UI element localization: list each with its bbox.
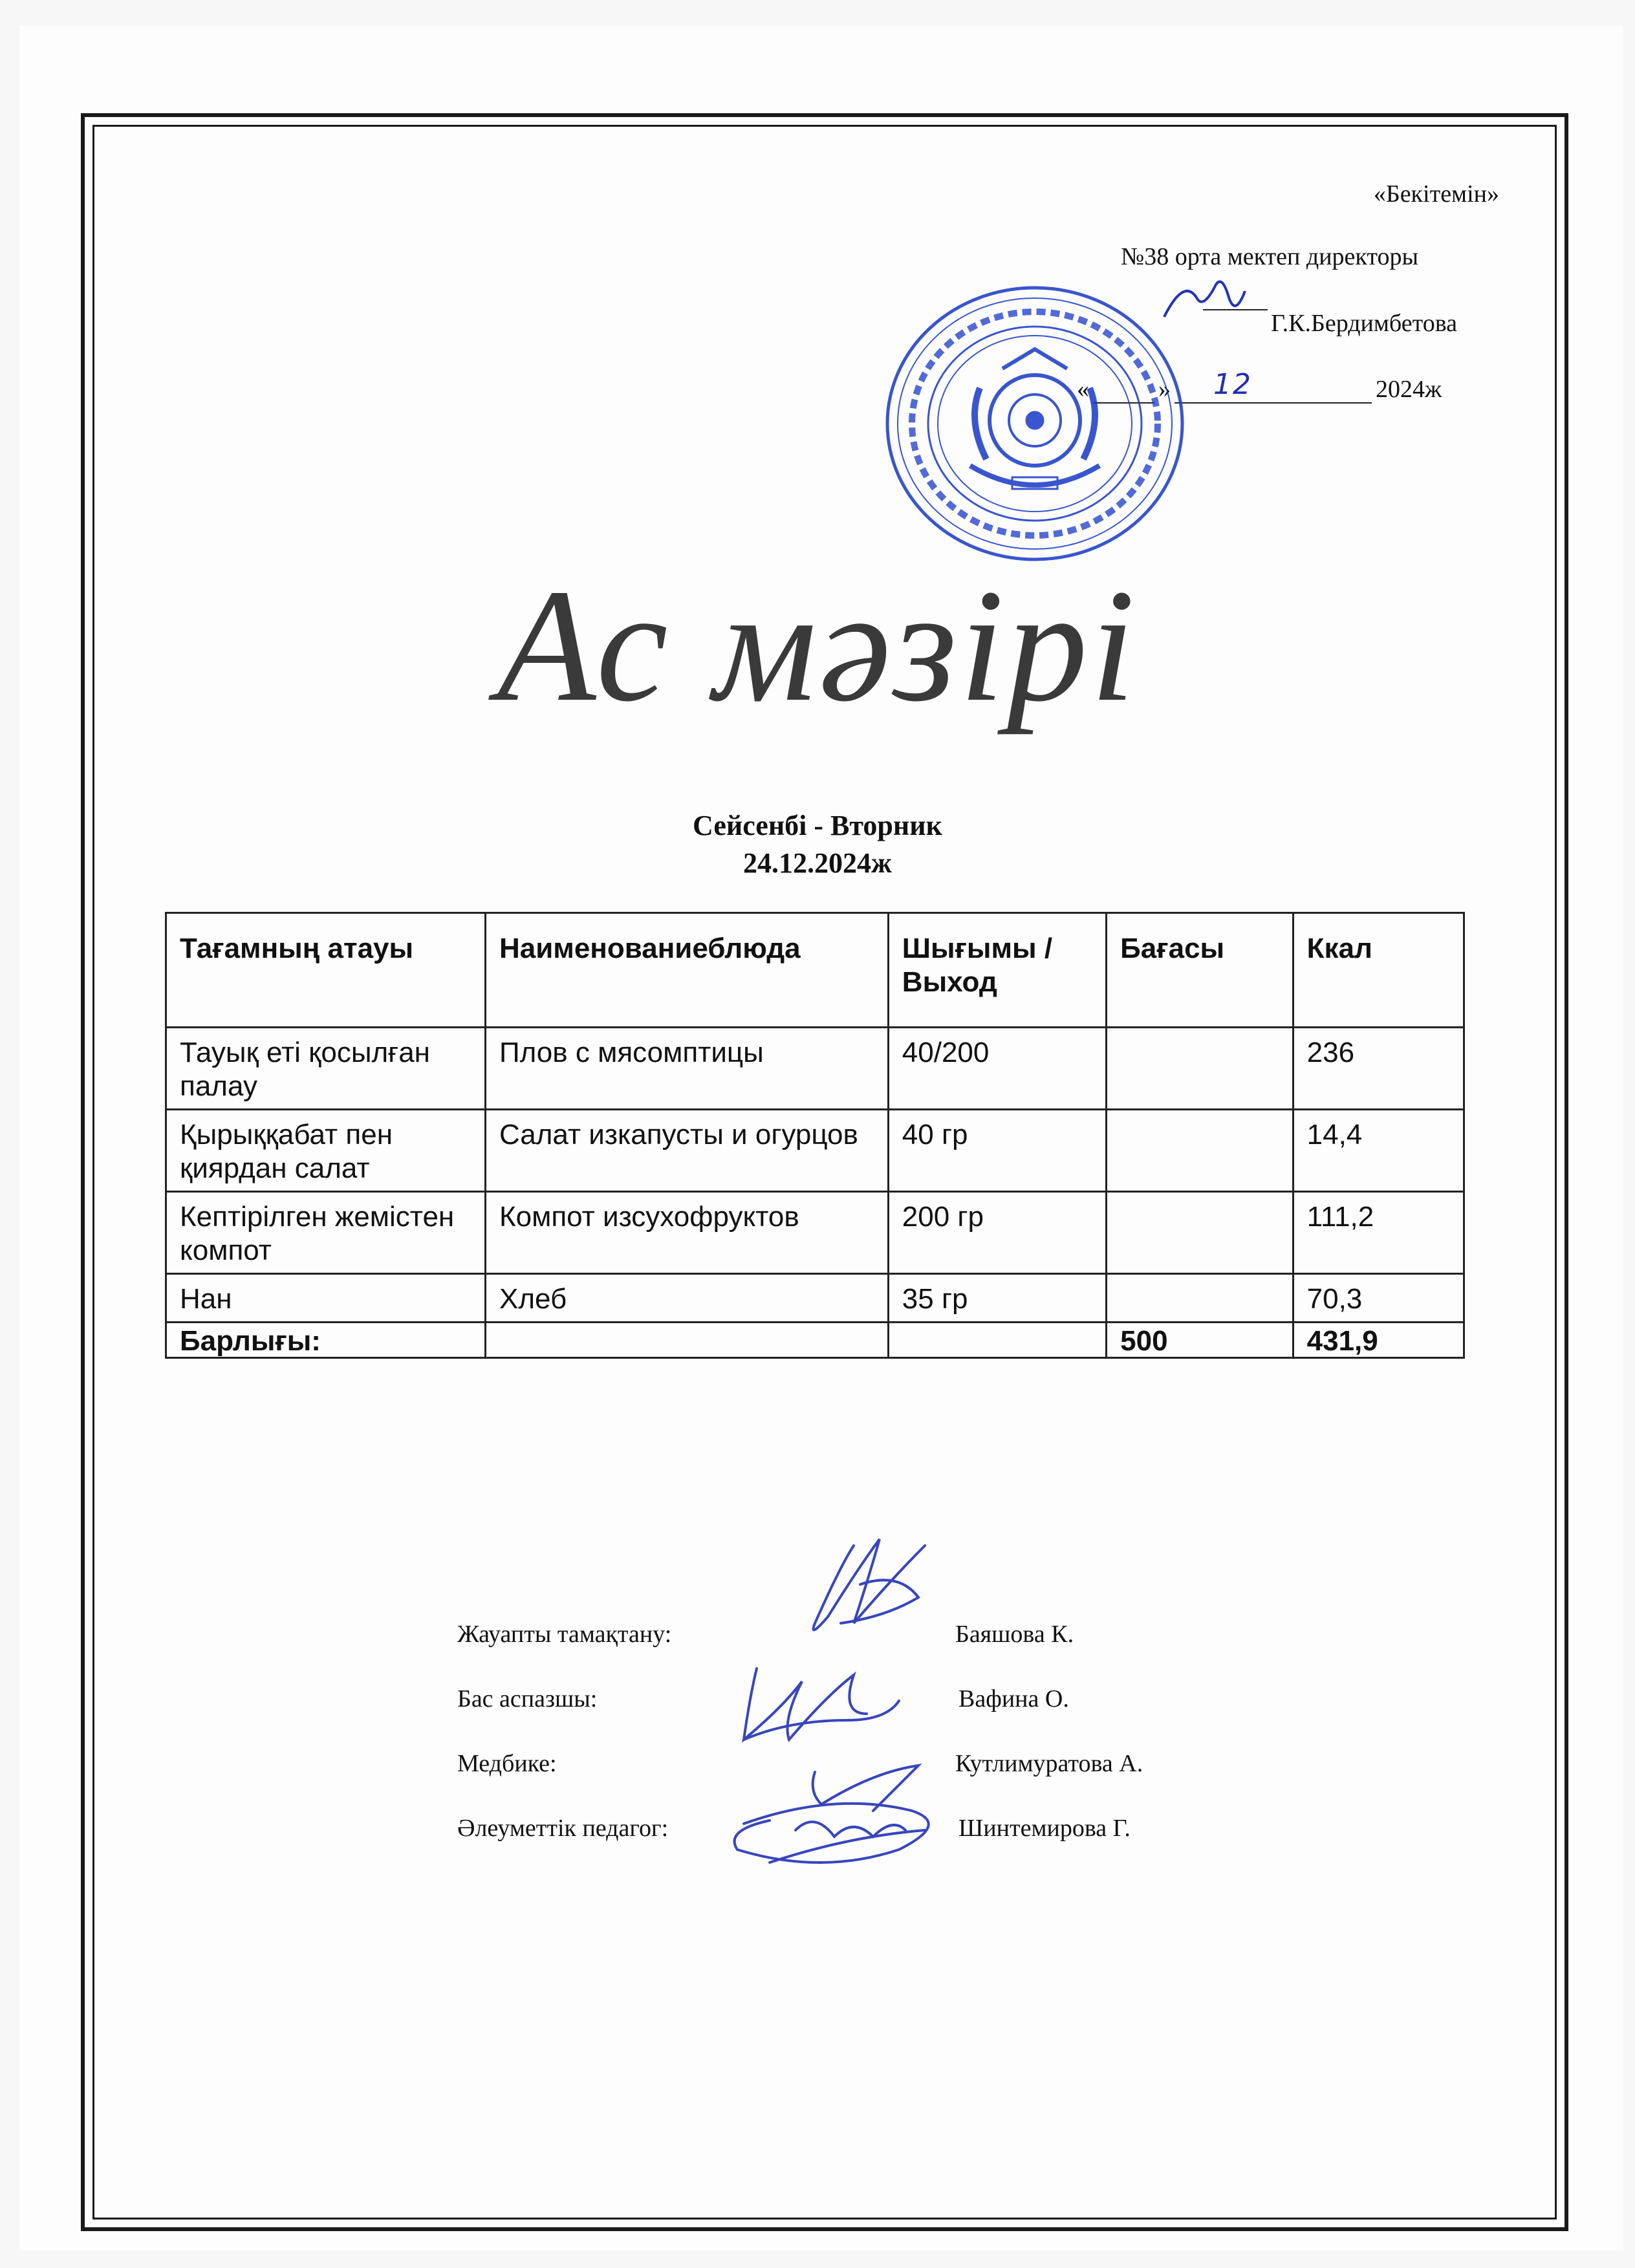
menu-date: 24.12.2024ж xyxy=(743,847,892,879)
director-signature xyxy=(1158,272,1248,330)
header-output: Шығымы / Выход xyxy=(888,913,1106,1028)
total-output xyxy=(888,1323,1106,1358)
header-kcal: Ккал xyxy=(1293,913,1464,1028)
date-open-quote: « xyxy=(1077,376,1089,403)
dish-name-ru: Салат изкапусты и огурцов xyxy=(485,1110,888,1192)
director-title: №38 орта мектеп директоры xyxy=(1121,243,1419,270)
header-price: Бағасы xyxy=(1107,913,1293,1028)
total-price: 500 xyxy=(1107,1323,1293,1358)
dish-output: 40/200 xyxy=(888,1028,1106,1110)
signature-role: Әлеуметтік педагог: xyxy=(457,1815,669,1842)
date-month-handwritten: 12 xyxy=(1213,368,1252,401)
signature-role: Жауапты тамақтану: xyxy=(457,1621,672,1648)
dish-price xyxy=(1107,1110,1293,1192)
total-label: Барлығы: xyxy=(166,1323,486,1358)
signature-role: Бас аспазшы: xyxy=(457,1685,598,1712)
approval-label: «Бекітемін» xyxy=(1373,180,1499,208)
table-row xyxy=(166,1192,1464,1274)
dish-kcal: 236 xyxy=(1293,1028,1464,1110)
table-row xyxy=(166,1110,1464,1192)
handwritten-signatures xyxy=(705,1526,990,1888)
dish-price xyxy=(1107,1274,1293,1323)
signature-name: Вафина О. xyxy=(958,1685,1069,1712)
date-close-quote: » xyxy=(1158,376,1171,403)
menu-table xyxy=(165,912,1465,1359)
signature-name: Кутлимуратова А. xyxy=(955,1750,1143,1777)
dish-price xyxy=(1107,1192,1293,1274)
menu-weekday: Сейсенбі - Вторник xyxy=(693,810,942,841)
signature-name: Шинтемирова Г. xyxy=(958,1815,1131,1842)
dish-name-kz: Тауық еті қосылған палау xyxy=(166,1028,486,1110)
dish-kcal: 14,4 xyxy=(1293,1110,1464,1192)
dish-name-ru: Плов с мясомптицы xyxy=(485,1028,888,1110)
total-ru xyxy=(485,1323,888,1358)
header-dish-name-kz: Тағамның атауы xyxy=(166,913,486,1028)
table-row xyxy=(166,1028,1464,1110)
dish-output: 40 гр xyxy=(888,1110,1106,1192)
table-header-row xyxy=(166,913,1464,1028)
signature-name: Баяшова К. xyxy=(955,1621,1074,1648)
table-row xyxy=(166,1274,1464,1323)
menu-day xyxy=(0,807,1635,882)
header-dish-name-ru: Наименованиеблюда xyxy=(485,913,888,1028)
table-total-row xyxy=(166,1323,1464,1358)
date-year: 2024ж xyxy=(1376,376,1442,403)
signature-role: Медбике: xyxy=(457,1750,557,1777)
dish-name-kz: Қырыққабат пен қиярдан салат xyxy=(166,1110,486,1192)
dish-kcal: 70,3 xyxy=(1293,1274,1464,1323)
total-kcal: 431,9 xyxy=(1293,1323,1464,1358)
dish-output: 200 гр xyxy=(888,1192,1106,1274)
dish-name-kz: Нан xyxy=(166,1274,486,1323)
page-title: Ас мәзірі xyxy=(497,556,1138,735)
dish-name-ru: Компот изсухофруктов xyxy=(485,1192,888,1274)
dish-name-kz: Кептірілген жемістен компот xyxy=(166,1192,486,1274)
director-name: Г.К.Бердимбетова xyxy=(1271,310,1458,337)
dish-output: 35 гр xyxy=(888,1274,1106,1323)
dish-name-ru: Хлеб xyxy=(485,1274,888,1323)
dish-kcal: 111,2 xyxy=(1293,1192,1464,1274)
dish-price xyxy=(1107,1028,1293,1110)
